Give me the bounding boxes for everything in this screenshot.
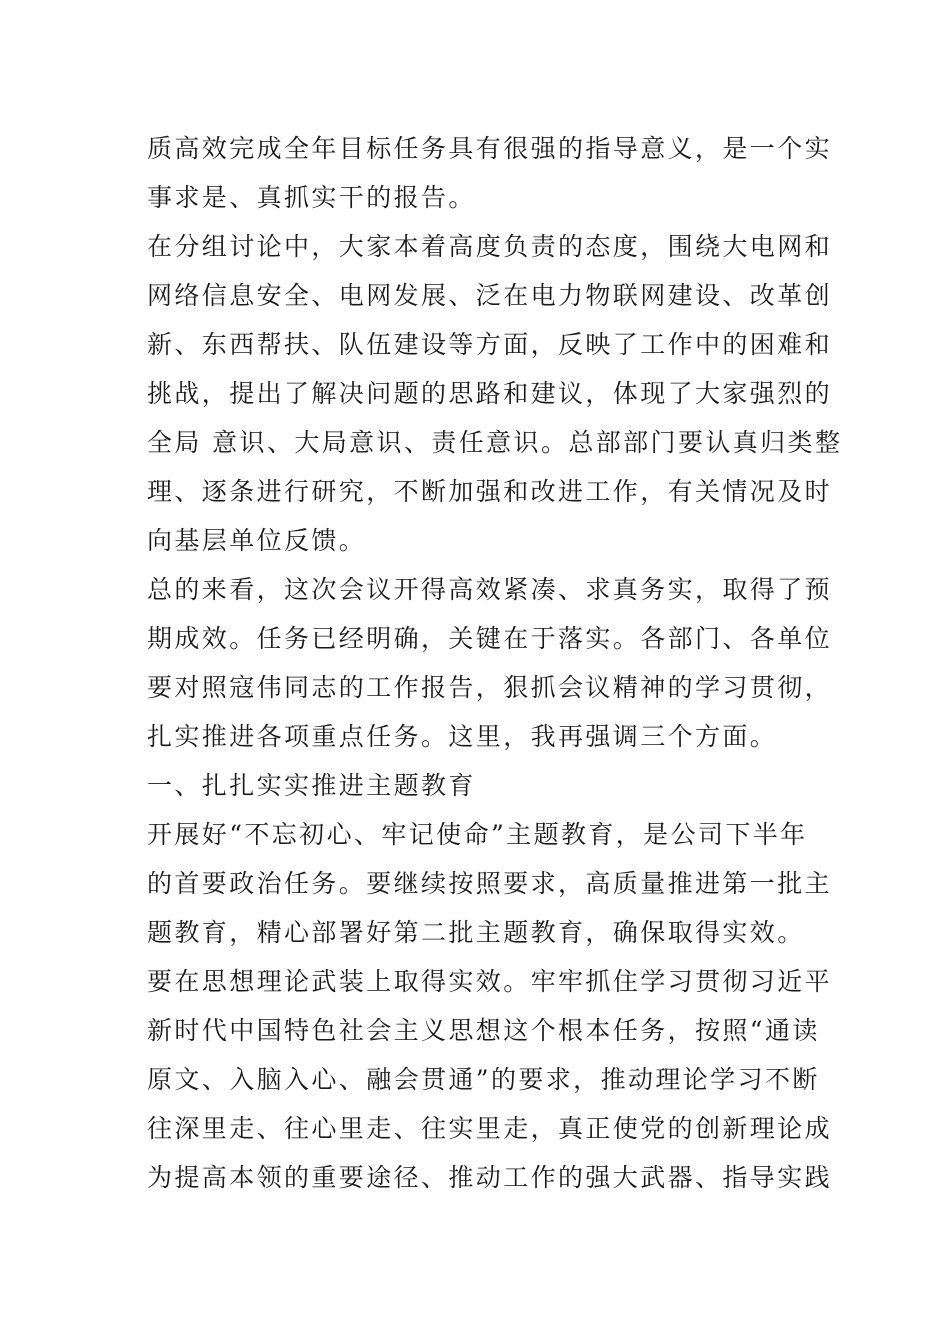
text-line: 题教育，精心部署好第二批主题教育，确保取得实效。 xyxy=(147,918,805,947)
text-line: 在分组讨论中，大家本着高度负责的态度，围绕大电网和 xyxy=(147,232,833,261)
text-line: 开展好“不忘初心、牢记使命”主题教育，是公司下半年 xyxy=(147,820,808,849)
text-line: 期成效。任务已经明确，关键在于落实。各部门、各单位 xyxy=(147,624,833,653)
text-line: 的首要政治任务。要继续按照要求，高质量推进第一批主 xyxy=(147,869,833,898)
section-heading: 一、扎扎实实推进主题教育 xyxy=(147,771,476,800)
text-line: 全局 意识、大局意识、责任意识。总部部门要认真归类整 xyxy=(147,428,843,457)
text-line: 新时代中国特色社会主义思想这个根本任务，按照“通读 xyxy=(147,1016,820,1045)
text-line: 质高效完成全年目标任务具有很强的指导意义，是一个实 xyxy=(147,134,833,163)
text-line: 挑战，提出了解决问题的思路和建议，体现了大家强烈的 xyxy=(147,379,833,408)
text-line: 总的来看，这次会议开得高效紧凑、求真务实，取得了预 xyxy=(147,575,833,604)
text-line: 事求是、真抓实干的报告。 xyxy=(147,183,476,212)
text-line: 原文、入脑入心、融会贯通”的要求，推动理论学习不断 xyxy=(147,1065,820,1094)
text-line: 扎实推进各项重点任务。这里，我再强调三个方面。 xyxy=(147,722,778,751)
text-line: 要对照寇伟同志的工作报告，狠抓会议精神的学习贯彻， xyxy=(147,673,833,702)
text-line: 网络信息安全、电网发展、泛在电力物联网建设、改革创 xyxy=(147,281,833,310)
text-line: 新、东西帮扶、队伍建设等方面，反映了工作中的困难和 xyxy=(147,330,833,359)
document-body xyxy=(147,124,843,1202)
text-line: 往深里走、往心里走、往实里走，真正使党的创新理论成 xyxy=(147,1114,833,1143)
text-line: 向基层单位反馈。 xyxy=(147,526,367,555)
text-line: 为提高本领的重要途径、推动工作的强大武器、指导实践 xyxy=(147,1163,833,1192)
text-line: 要在思想理论武装上取得实效。牢牢抓住学习贯彻习近平 xyxy=(147,967,833,996)
text-line: 理、逐条进行研究，不断加强和改进工作，有关情况及时 xyxy=(147,477,833,506)
